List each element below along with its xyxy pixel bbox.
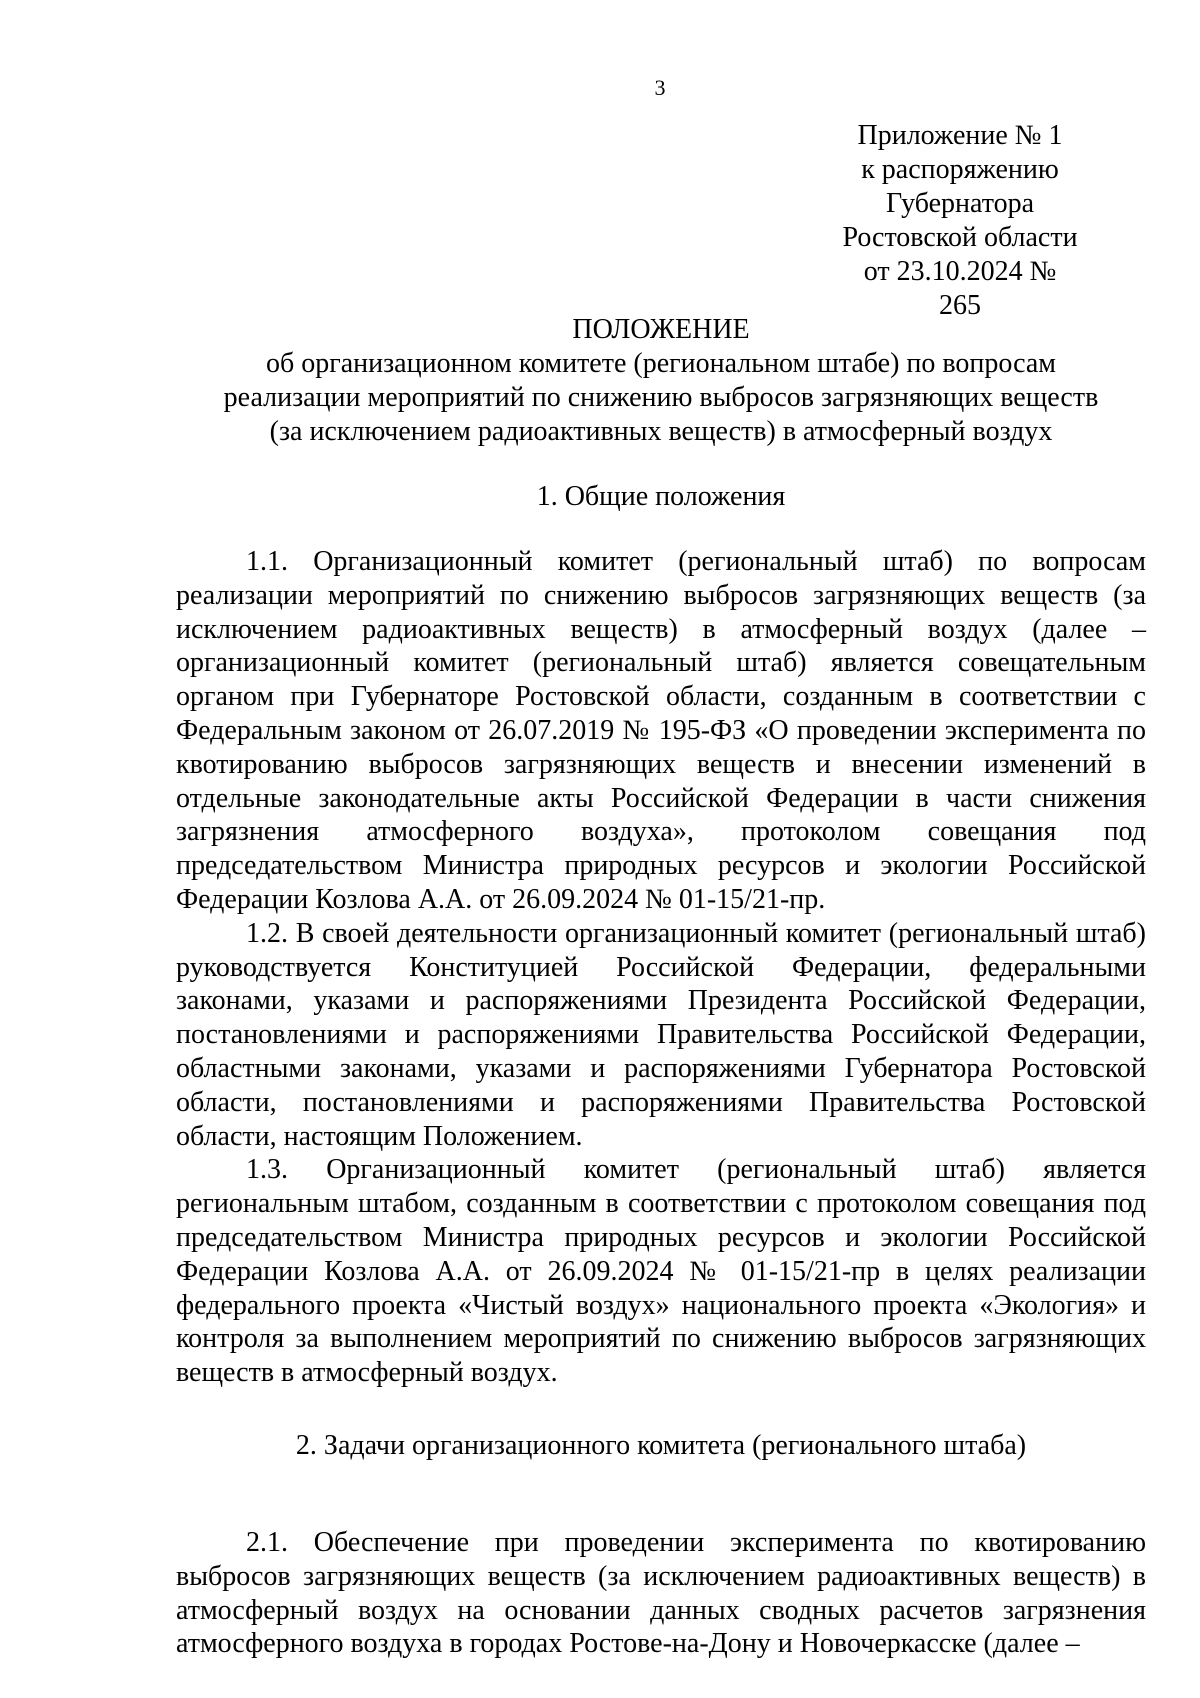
section-body <box>176 545 1146 1390</box>
section-heading: 2. Задачи организационного комитета (регионального штаба) <box>295 1430 1027 1461</box>
page-number: 3 <box>654 75 666 100</box>
appendix-line: к распоряжению <box>861 154 1059 185</box>
paragraph: 1.1. Организационный комитет (региональный штаб) по вопросам реализации мероприятий по снижению выбросов загрязняющих веществ (за исключением радиоактивных веществ) в атмосферный воздух (далее – организационный комитет (региональный штаб) является совещательным органом при Губернаторе Ростовской области, созданным в соответствии с Федеральным законом от 26.07.2019 № 195-ФЗ «О проведении эксперимента по квотированию выбросов загрязняющих веществ и внесении изменений в отдельные законодательные акты Российской Федерации в части снижения загрязнения атмосферного воздуха», протоколом совещания под председательством Министра природных ресурсов и экологии Российской Федерации Козлова А.А. от 26.09.2024 № 01-15/21-пр. <box>176 546 1146 915</box>
paragraph: 2.1. Обеспечение при проведении эксперимента по квотированию выбросов загрязняющих веществ (за исключением радиоактивных веществ) в атмосферный воздух на основании данных сводных расчетов загрязнения атмосферного воздуха в городах Ростове-на-Дону и Новочеркасске (далее – <box>176 1527 1146 1660</box>
appendix-reference <box>840 119 1080 323</box>
paragraph: 1.3. Организационный комитет (региональный штаб) является региональным штабом, созданным в соответствии с протоколом совещания под председательством Министра природных ресурсов и экологии Российской Федерации Козлова А.А. от 26.09.2024 № 01-15/21-пр в целях реализации федерального проекта «Чистый воздух» национального проекта «Экология» и контроля за выполнением мероприятий по снижению выбросов загрязняющих веществ в атмосферный воздух. <box>176 1154 1146 1389</box>
title-subtitle-line: (за исключением радиоактивных веществ) в атмосферный воздух <box>269 416 1053 447</box>
appendix-line: от 23.10.2024 № 265 <box>863 256 1057 321</box>
paragraph: 1.2. В своей деятельности организационный комитет (региональный штаб) руководствуется Конституцией Российской Федерации, федеральными законами, указами и распоряжениями Президента Российской Федерации, постановлениями и распоряжениями Правительства Российской Федерации, областными законами, указами и распоряжениями Губернатора Ростовской области, постановлениями и распоряжениями Правительства Ростовской области, настоящим Положением. <box>176 917 1146 1152</box>
title-subtitle-line: об организационном комитете (региональном штабе) по вопросам <box>265 348 1056 379</box>
section-body <box>176 1526 1146 1661</box>
section-heading: 1. Общие положения <box>536 481 786 512</box>
title-main: ПОЛОЖЕНИЕ <box>572 314 750 345</box>
title-subtitle-line: реализации мероприятий по снижению выбросов загрязняющих веществ <box>223 382 1099 413</box>
appendix-line: Губернатора <box>885 188 1035 219</box>
document-title <box>176 313 1146 449</box>
appendix-line: Приложение № 1 <box>857 120 1063 151</box>
appendix-line: Ростовской области <box>842 222 1078 253</box>
